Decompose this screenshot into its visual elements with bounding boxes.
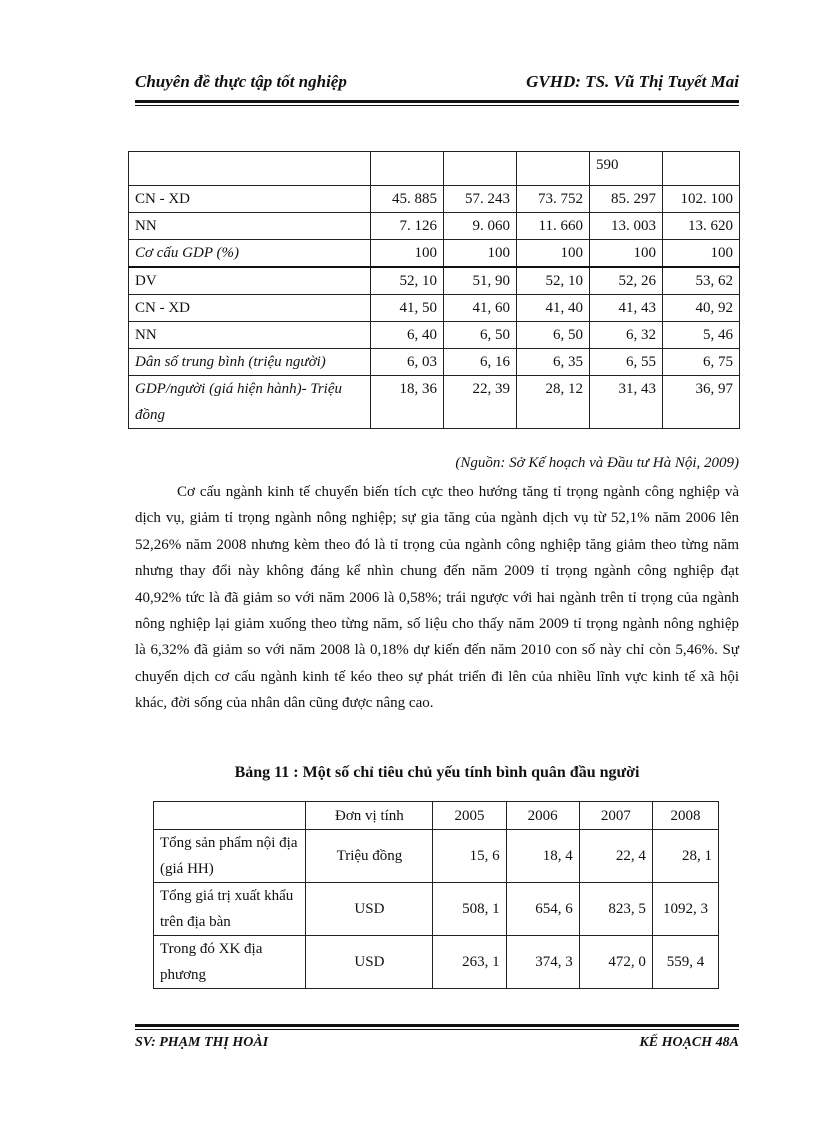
table-row [129,152,740,186]
unit-cell: USD [306,936,433,989]
header-rule-thin [135,105,739,106]
column-header: 2008 [652,802,718,830]
unit-cell: USD [306,883,433,936]
table-row [129,240,740,268]
table-cell: 52, 10 [371,267,444,295]
footer-rule [135,1024,739,1027]
page-header [135,72,739,96]
gdp-table [128,151,740,429]
table-cell: 85. 297 [590,186,663,213]
table-cell: 1092, 3 [652,883,718,936]
table-cell: 6, 03 [371,349,444,376]
table-cell: 15, 6 [433,830,506,883]
table-cell: 590 [590,152,663,186]
table-row [129,295,740,322]
table-cell: 6, 75 [663,349,740,376]
table-row [129,376,740,429]
row-label: GDP/người (giá hiện hành)- Triệu đồng [129,376,371,429]
table-cell: 7. 126 [371,213,444,240]
table-cell: 508, 1 [433,883,506,936]
table-cell: 6, 50 [444,322,517,349]
table-cell: 9. 060 [444,213,517,240]
table-cell: 13. 003 [590,213,663,240]
table-cell: 28, 1 [652,830,718,883]
table-cell: 100 [371,240,444,268]
row-label: DV [129,267,371,295]
footer-rule-thin [135,1029,739,1030]
row-label: NN [129,213,371,240]
table-source: (Nguồn: Sở Kế hoạch và Đầu tư Hà Nội, 2009) [455,455,739,471]
table-cell [663,152,740,186]
row-label: CN - XD [129,295,371,322]
table-cell: 100 [517,240,590,268]
table-cell: 57. 243 [444,186,517,213]
column-header [154,802,306,830]
table-cell: 52, 26 [590,267,663,295]
table-cell: 654, 6 [506,883,579,936]
table-cell: 40, 92 [663,295,740,322]
column-header: 2005 [433,802,506,830]
table-cell: 22, 4 [579,830,652,883]
table-cell: 36, 97 [663,376,740,429]
table-cell: 6, 40 [371,322,444,349]
table-cell: 41, 43 [590,295,663,322]
table-row [154,883,719,936]
table-cell: 11. 660 [517,213,590,240]
column-header: Đơn vị tính [306,802,433,830]
page-footer [135,1035,739,1057]
table-cell [444,152,517,186]
row-label: Dân số trung bình (triệu người) [129,349,371,376]
column-header: 2006 [506,802,579,830]
table-cell: 73. 752 [517,186,590,213]
table-cell: 51, 90 [444,267,517,295]
table-row [154,936,719,989]
row-label: Cơ cấu GDP (%) [129,240,371,268]
row-label: Tổng sản phẩm nội địa (giá HH) [154,830,306,883]
table-cell: 100 [590,240,663,268]
header-row [154,802,719,830]
table-cell: 823, 5 [579,883,652,936]
body-paragraph: Cơ cấu ngành kinh tế chuyển biến tích cực theo hướng tăng tỉ trọng ngành công nghiệp và dịch vụ, giảm tỉ trọng ngành nông nghiệp; sự gia tăng của ngành dịch vụ từ 52,1% năm 2006 lên 52,26% năm 2008 nhưng kèm theo đó là tỉ trọng của ngành công nghiệp tăng giảm theo từng năm nhưng thay đổi này không đáng kể nhìn chung đến năm 2009 tỉ trọng ngành công nghiệp đạt 40,92% tức là đã giảm so với năm 2006 là 0,58%; trái ngược với hai ngành trên tỉ trọng của ngành nông nghiệp lại giảm xuống theo từng năm, số liệu cho thấy năm 2009 tỉ trọng ngành nông nghiệp là 6,32% đã giảm so với năm 2008 là 0,18% dự kiến đến năm 2010 con số này chỉ còn 5,46%. Sự chuyển dịch cơ cấu ngành kinh tế kéo theo sự phát triển đi lên của nhiều lĩnh vực kinh tế xã hội khác, đời sống của nhân dân cũng được nâng cao. [135,484,739,712]
table-cell: 6, 55 [590,349,663,376]
table-cell: 31, 43 [590,376,663,429]
footer-left: SV: PHẠM THỊ HOÀI [135,1035,269,1050]
table-cell: 100 [444,240,517,268]
row-label: Trong đó XK địa phương [154,936,306,989]
table-cell: 102. 100 [663,186,740,213]
table-cell: 472, 0 [579,936,652,989]
table-cell: 53, 62 [663,267,740,295]
table-cell: 263, 1 [433,936,506,989]
table-cell: 6, 50 [517,322,590,349]
table-row [154,830,719,883]
table-cell: 41, 40 [517,295,590,322]
table-row [129,267,740,295]
table-cell: 559, 4 [652,936,718,989]
table-cell: 100 [663,240,740,268]
table-row [129,349,740,376]
table-cell: 5, 46 [663,322,740,349]
footer-right: KẾ HOẠCH 48A [639,1035,739,1050]
row-label: Tổng giá trị xuất khẩu trên địa bàn [154,883,306,936]
header-right: GVHD: TS. Vũ Thị Tuyết Mai [526,72,739,91]
column-header: 2007 [579,802,652,830]
table-cell [517,152,590,186]
table-cell: 374, 3 [506,936,579,989]
table-cell: 6, 16 [444,349,517,376]
row-label: CN - XD [129,186,371,213]
table-cell: 52, 10 [517,267,590,295]
header-left: Chuyên đề thực tập tốt nghiệp [135,72,347,91]
table-cell: 13. 620 [663,213,740,240]
table-cell: 18, 36 [371,376,444,429]
table-row [129,186,740,213]
table-row [129,213,740,240]
table-cell [129,152,371,186]
table-cell: 41, 50 [371,295,444,322]
unit-cell: Triệu đồng [306,830,433,883]
per-capita-table [153,801,719,989]
table-cell: 6, 32 [590,322,663,349]
table-cell: 41, 60 [444,295,517,322]
table-cell [371,152,444,186]
header-rule [135,100,739,103]
table-cell: 45. 885 [371,186,444,213]
table-cell: 6, 35 [517,349,590,376]
table-cell: 28, 12 [517,376,590,429]
table-row [129,322,740,349]
table-caption: Bảng 11 : Một số chỉ tiêu chủ yếu tính bình quân đầu người [234,764,640,781]
table-cell: 18, 4 [506,830,579,883]
row-label: NN [129,322,371,349]
table-cell: 22, 39 [444,376,517,429]
